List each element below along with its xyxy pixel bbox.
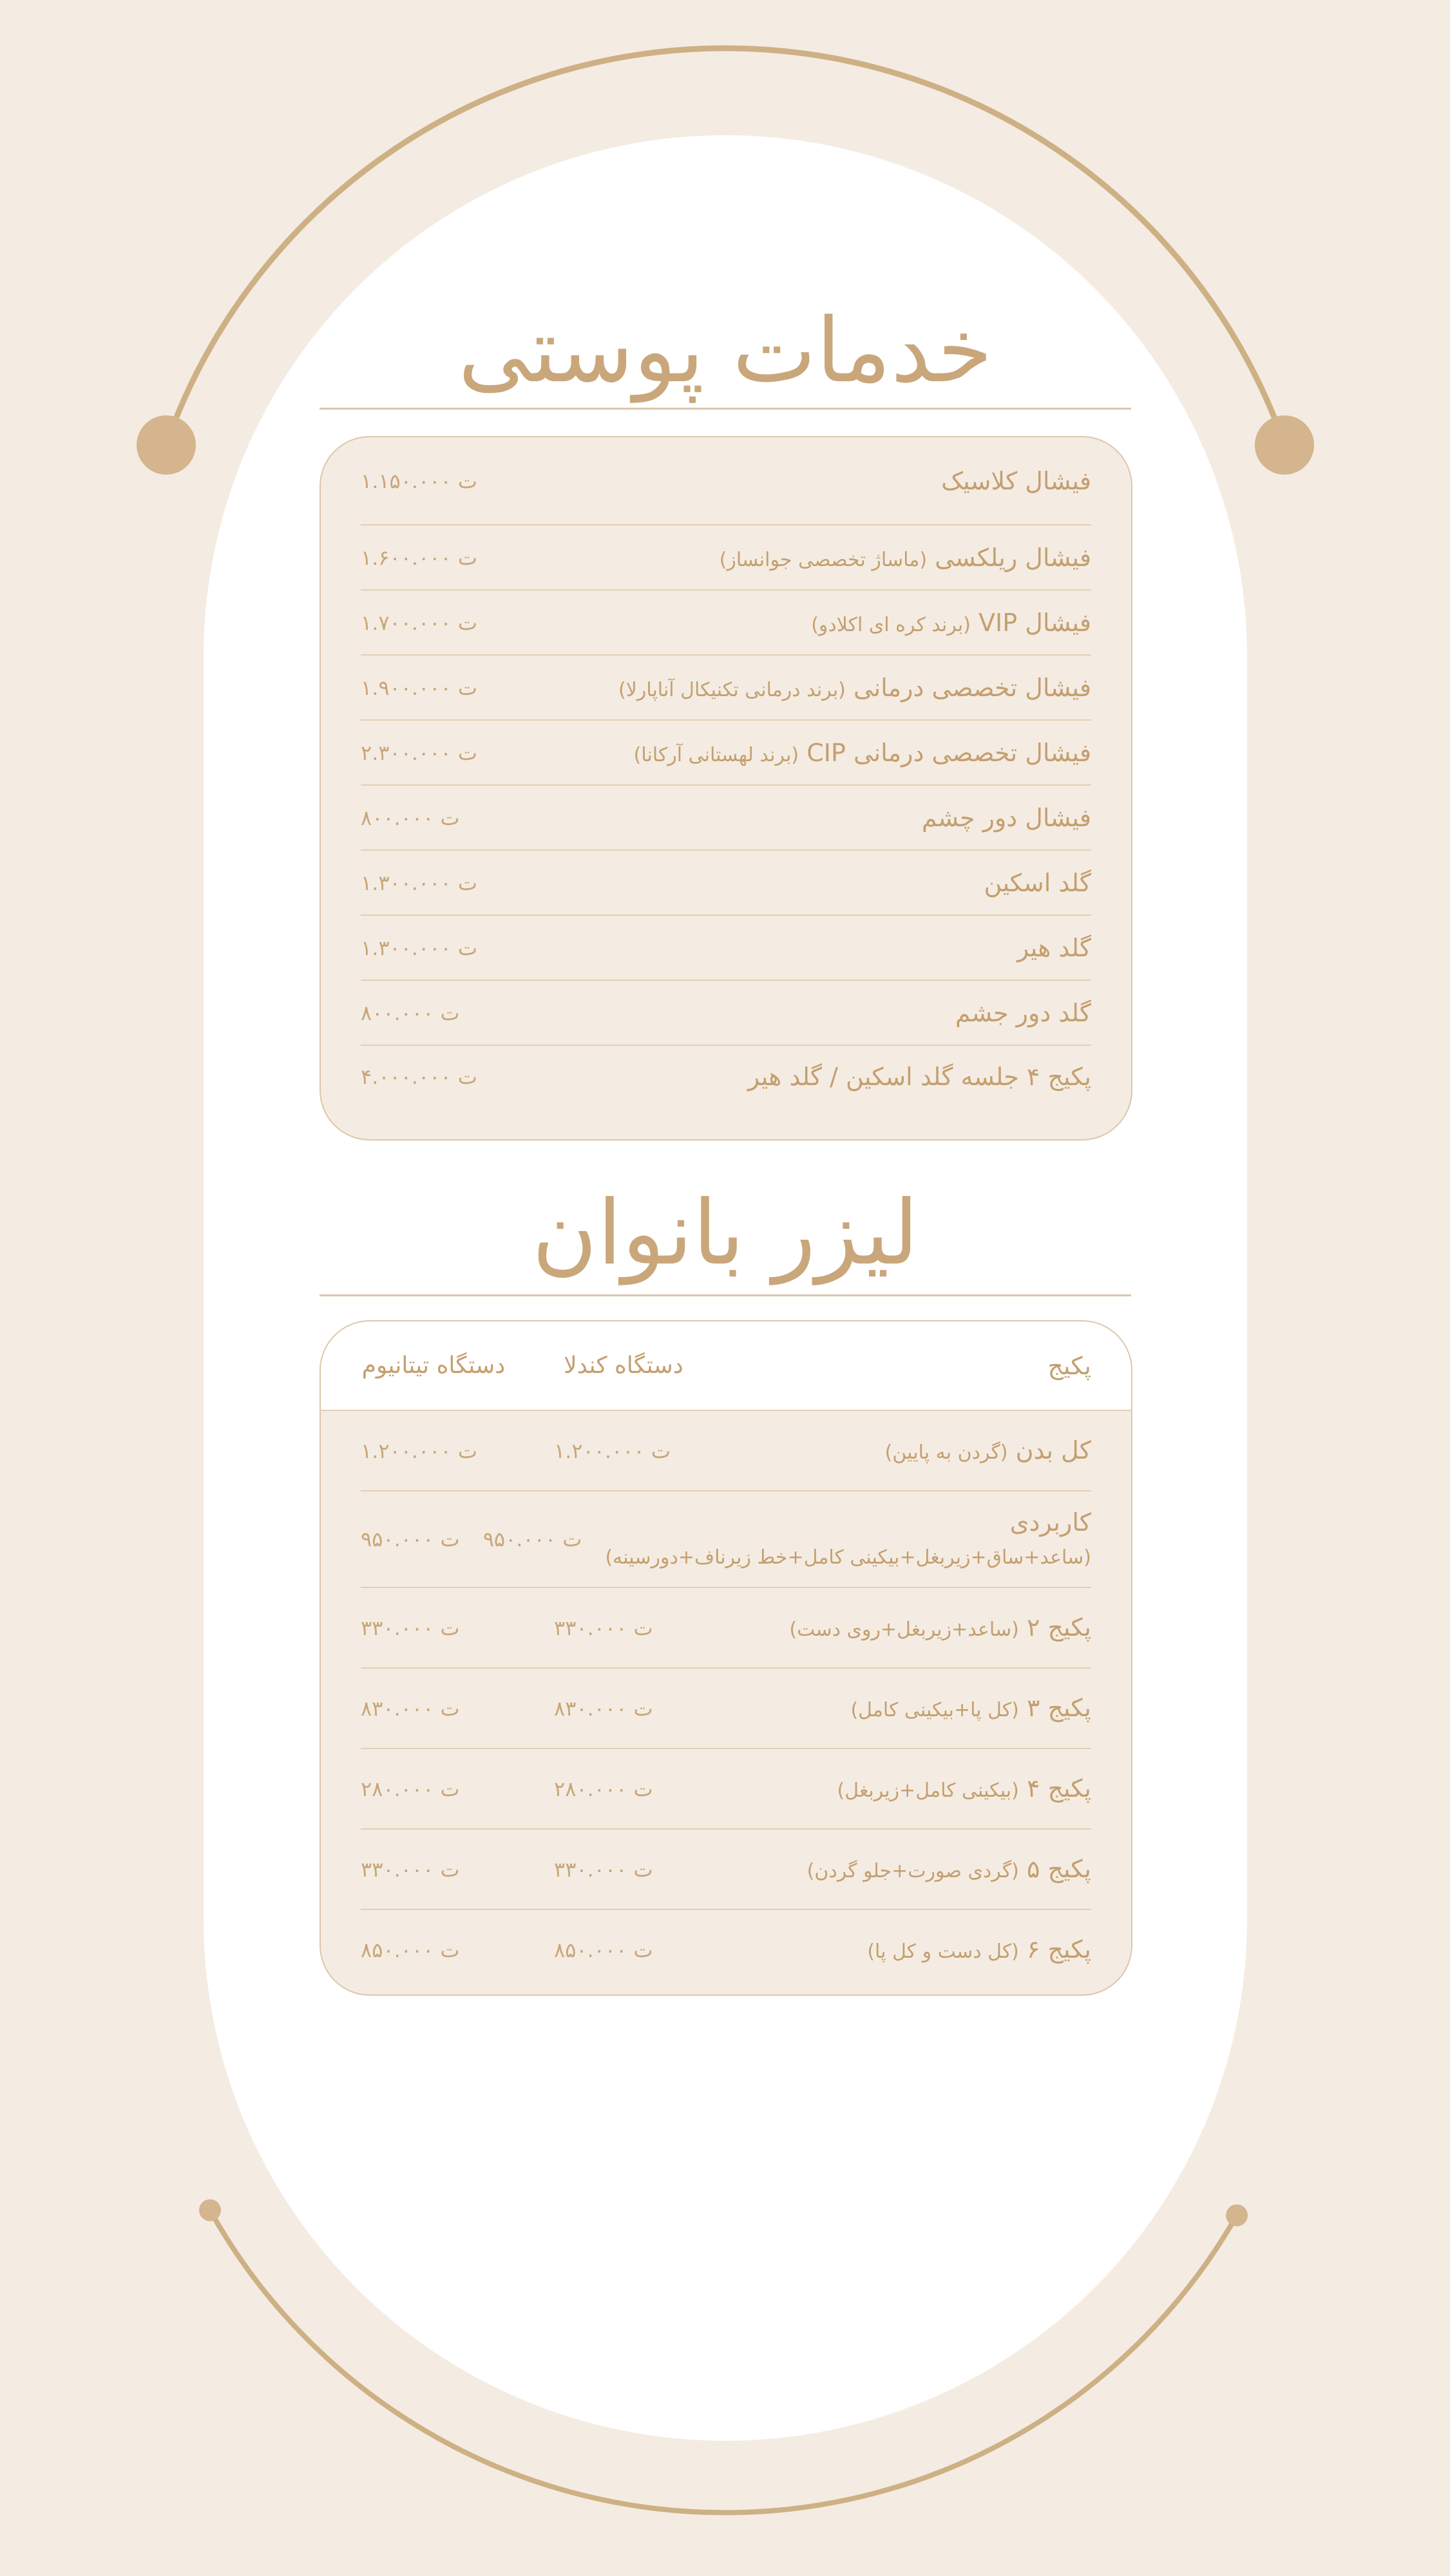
item-name: فیشال دور چشم <box>921 803 1091 832</box>
candela-price: ۸۳۰.۰۰۰ ت <box>554 1696 653 1721</box>
item-price: ۱.۳۰۰.۰۰۰ ت <box>361 870 477 895</box>
candela-price: ۱.۲۰۰.۰۰۰ ت <box>554 1438 671 1463</box>
item-name: گلد دور جشم <box>955 998 1091 1027</box>
row-name: کاربردی (ساعد+ساق+زیربغل+بیکینی کامل+خط زیرناف+دورسینه) <box>605 1508 1091 1569</box>
list-item <box>361 786 1091 851</box>
item-price: ۱.۹۰۰.۰۰۰ ت <box>361 675 477 700</box>
table-row <box>361 1830 1091 1910</box>
row-name: پکیج ۳ (کل پا+بیکینی کامل) <box>850 1693 1091 1722</box>
titanium-price: ۹۵۰.۰۰۰ ت <box>361 1527 460 1551</box>
header-package: پکیج <box>1047 1351 1091 1380</box>
item-name: گلد هیر <box>1016 933 1091 962</box>
item-note: (برند لهستانی آرکانا) <box>633 743 799 766</box>
item-name: فیشال تخصصی درمانی CIP (برند لهستانی آرکانا) <box>633 738 1091 767</box>
titanium-price: ۸۳۰.۰۰۰ ت <box>361 1696 460 1721</box>
header-titanium: دستگاه تیتانیوم <box>361 1352 506 1379</box>
row-name: پکیج ۲ (ساعد+زیربغل+روی دست) <box>789 1613 1091 1642</box>
item-name: فیشال VIP (برند کره ای اکلادو) <box>811 608 1091 637</box>
titanium-price: ۸۵۰.۰۰۰ ت <box>361 1937 460 1962</box>
item-price: ۱.۳۰۰.۰۰۰ ت <box>361 935 477 960</box>
header-candela: دستگاه کندلا <box>564 1352 683 1379</box>
laser-price-table <box>320 1320 1132 1996</box>
titanium-price: ۱.۲۰۰.۰۰۰ ت <box>361 1438 477 1463</box>
item-price: ۱.۷۰۰.۰۰۰ ت <box>361 610 477 635</box>
item-name: فیشال تخصصی درمانی (برند درمانی تکنیکال آناپارلا) <box>618 673 1091 702</box>
candela-price: ۳۳۰.۰۰۰ ت <box>554 1857 653 1882</box>
table-row <box>361 1749 1091 1830</box>
skin-price-list <box>320 436 1132 1141</box>
row-note: (گردی صورت+جلو گردن) <box>806 1859 1019 1882</box>
row-note: (ساعد+ساق+زیربغل+بیکینی کامل+خط زیرناف+دورسینه) <box>605 1546 1091 1569</box>
table-row <box>361 1588 1091 1669</box>
laser-section-title: لیزر بانوان <box>531 1181 919 1285</box>
bottom-right-dot <box>1226 2204 1248 2226</box>
item-price: ۱.۱۵۰.۰۰۰ ت <box>361 468 477 493</box>
list-item <box>361 656 1091 721</box>
row-name: پکیج ۶ (کل دست و کل پا) <box>867 1935 1091 1964</box>
item-name: گلد اسکین <box>984 868 1091 897</box>
skin-services-title: خدمات پوستی <box>458 299 993 402</box>
row-note: (ساعد+زیربغل+روی دست) <box>789 1618 1019 1641</box>
item-price: ۴.۰۰۰.۰۰۰ ت <box>361 1064 477 1089</box>
list-item <box>361 1046 1091 1107</box>
candela-price: ۸۵۰.۰۰۰ ت <box>554 1937 653 1962</box>
item-note: (برند درمانی تکنیکال آناپارلا) <box>618 678 846 701</box>
item-price: ۱.۶۰۰.۰۰۰ ت <box>361 545 477 570</box>
table-row <box>361 1910 1091 1989</box>
item-name: پکیج ۴ جلسه گلد اسکین / گلد هیر <box>747 1062 1091 1091</box>
row-note: (بیکینی کامل+زیربغل) <box>837 1779 1019 1802</box>
table-header <box>321 1321 1131 1411</box>
list-item <box>361 916 1091 981</box>
row-note: (کل دست و کل پا) <box>867 1940 1019 1963</box>
item-name: فیشال کلاسیک <box>941 466 1091 495</box>
list-item <box>361 981 1091 1046</box>
titanium-price: ۲۸۰.۰۰۰ ت <box>361 1776 460 1801</box>
titanium-price: ۳۳۰.۰۰۰ ت <box>361 1857 460 1882</box>
title-divider <box>320 1294 1131 1296</box>
item-price: ۸۰۰.۰۰۰ ت <box>361 1000 460 1025</box>
item-price: ۲.۳۰۰.۰۰۰ ت <box>361 740 477 765</box>
list-item <box>361 591 1091 656</box>
row-name: پکیج ۵ (گردی صورت+جلو گردن) <box>806 1854 1091 1883</box>
title-divider <box>320 408 1131 410</box>
row-note: (گردن به پایین) <box>884 1441 1008 1464</box>
table-row <box>361 1669 1091 1749</box>
top-left-dot <box>137 415 196 475</box>
item-note: (ماساژ تخصصی جوانساز) <box>719 548 928 571</box>
row-note: (کل پا+بیکینی کامل) <box>850 1698 1019 1721</box>
table-row <box>361 1411 1091 1492</box>
table-row <box>361 1492 1091 1588</box>
candela-price: ۲۸۰.۰۰۰ ت <box>554 1776 653 1801</box>
bottom-left-dot <box>199 2199 221 2221</box>
list-item <box>361 721 1091 786</box>
top-right-dot <box>1255 415 1314 475</box>
item-name: فیشال ریلکسی (ماساژ تخصصی جوانساز) <box>719 543 1091 572</box>
titanium-price: ۳۳۰.۰۰۰ ت <box>361 1615 460 1640</box>
candela-price: ۹۵۰.۰۰۰ ت <box>482 1527 582 1551</box>
row-name: پکیج ۴ (بیکینی کامل+زیربغل) <box>837 1774 1091 1803</box>
list-item <box>361 851 1091 916</box>
item-price: ۸۰۰.۰۰۰ ت <box>361 805 460 830</box>
row-name: کل بدن (گردن به پایین) <box>884 1435 1091 1464</box>
item-note: (برند کره ای اکلادو) <box>811 613 971 636</box>
list-item <box>361 437 1091 526</box>
candela-price: ۳۳۰.۰۰۰ ت <box>554 1615 653 1640</box>
list-item <box>361 526 1091 591</box>
